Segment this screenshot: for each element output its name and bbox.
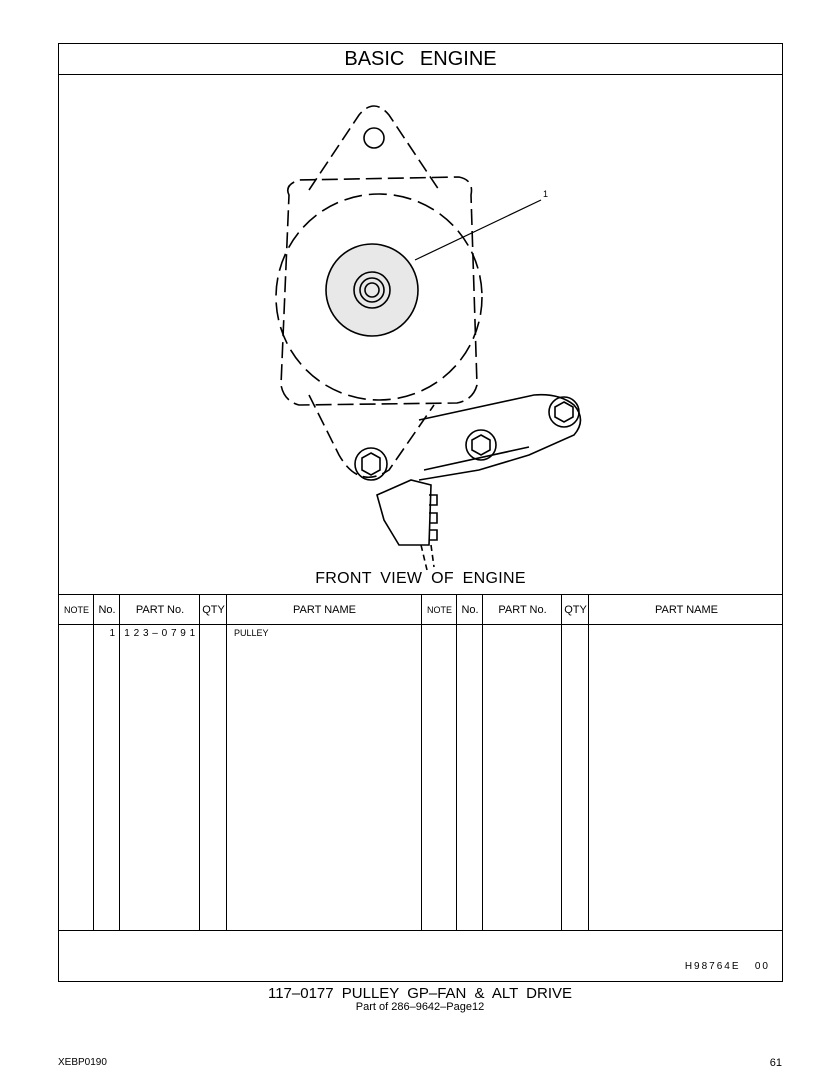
illustration-id: H98764E 00 <box>684 961 770 972</box>
page-frame <box>58 43 783 982</box>
header-part-no-right: PART No. <box>498 604 547 616</box>
col-partname-left <box>227 595 422 931</box>
header-no-right: No. <box>461 604 479 616</box>
header-part-no: PART No. <box>135 604 185 616</box>
illustration-id-box <box>59 930 782 981</box>
parts-table <box>59 594 782 930</box>
col-note-right <box>422 595 457 931</box>
page-number: 61 <box>769 1057 782 1069</box>
header-qty-right: QTY <box>564 604 587 616</box>
col-partno-right <box>483 595 562 931</box>
col-no-left <box>94 595 120 931</box>
col-no-right <box>457 595 483 931</box>
header-note: NOTE <box>63 605 89 615</box>
header-no: No. <box>98 604 116 616</box>
header-qty: QTY <box>202 604 225 616</box>
alternator-drawing <box>59 75 784 594</box>
col-partno-left <box>120 595 200 931</box>
section-title: BASIC ENGINE <box>59 44 782 75</box>
header-part-name-right: PART NAME <box>655 604 718 616</box>
col-qty-right <box>562 595 589 931</box>
engine-illustration <box>59 75 782 594</box>
row-part-name: PULLEY <box>234 628 269 638</box>
group-subtitle: Part of 286–9642–Page12 <box>355 1001 485 1013</box>
publication-code: XEBP0190 <box>58 1057 107 1068</box>
header-part-name: PART NAME <box>293 604 356 616</box>
callout-number: 1 <box>543 189 549 199</box>
view-caption: FRONT VIEW OF ENGINE <box>315 570 526 587</box>
row-no: 1 <box>109 628 115 639</box>
group-title: 117–0177 PULLEY GP–FAN & ALT DRIVE <box>267 985 573 1002</box>
row-part-no: 1 2 3 – 0 7 9 1 <box>124 628 196 639</box>
col-note-left <box>59 595 94 931</box>
col-qty-left <box>200 595 227 931</box>
header-note-right: NOTE <box>426 605 452 615</box>
